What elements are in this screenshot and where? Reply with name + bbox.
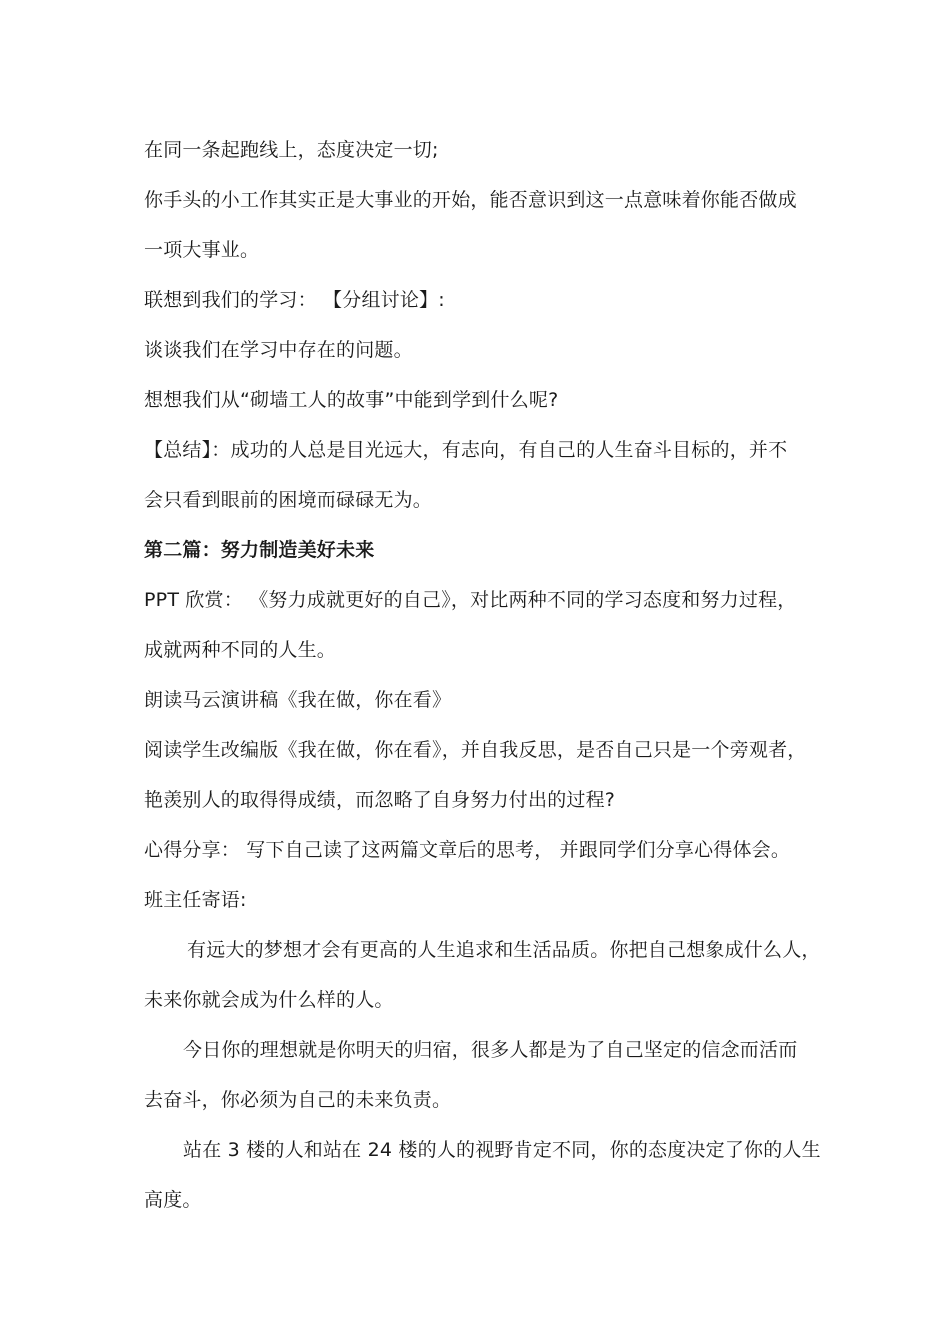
text-line-13: 阅读学生改编版《我在做，你在看》，并自我反思，是否自己只是一个旁观者， [144, 739, 807, 761]
text-line-7: 【总结】：成功的人总是目光远大，有志向，有自己的人生奋斗目标的，并不 [144, 439, 788, 461]
text-line-16: 班主任寄语: [144, 889, 247, 911]
text-line-3: 一项大事业。 [144, 239, 260, 261]
text-line-20: 去奋斗，你必须为自己的未来负责。 [144, 1089, 452, 1111]
text-line-2: 你手头的小工作其实正是大事业的开始，能否意识到这一点意味着你能否做成 [144, 189, 797, 211]
text-line-18: 未来你就会成为什么样的人。 [144, 989, 394, 1011]
section-heading: 第二篇：努力制造美好未来 [144, 539, 375, 561]
text-line-6: 想想我们从“砌墙工人的故事”中能到学到什么呢? [144, 389, 559, 411]
text-line-10: PPT 欣赏： 《努力成就更好的自己》，对比两种不同的学习态度和努力过程， [144, 589, 797, 611]
text-line-15: 心得分享： 写下自己读了这两篇文章后的思考， 并跟同学们分享心得体会。 [144, 839, 791, 861]
text-line-22: 高度。 [144, 1189, 202, 1211]
text-line-8: 会只看到眼前的困境而碌碌无为。 [144, 489, 433, 511]
text-line-5: 谈谈我们在学习中存在的问题。 [144, 339, 413, 361]
text-line-11: 成就两种不同的人生。 [144, 639, 337, 661]
text-line-1: 在同一条起跑线上，态度决定一切; [144, 139, 439, 161]
text-line-12: 朗读马云演讲稿《我在做，你在看》 [144, 689, 452, 711]
text-line-19: 今日你的理想就是你明天的归宿，很多人都是为了自己坚定的信念而活而 [183, 1039, 798, 1061]
text-line-4: 联想到我们的学习： 【分组讨论】: [144, 289, 445, 311]
text-line-17: 有远大的梦想才会有更高的人生追求和生活品质。你把自己想象成什么人， [187, 939, 821, 961]
text-line-21: 站在 3 楼的人和站在 24 楼的人的视野肯定不同，你的态度决定了你的人生 [183, 1139, 821, 1161]
text-line-14: 艳羡别人的取得得成绩，而忽略了自身努力付出的过程? [144, 789, 616, 811]
